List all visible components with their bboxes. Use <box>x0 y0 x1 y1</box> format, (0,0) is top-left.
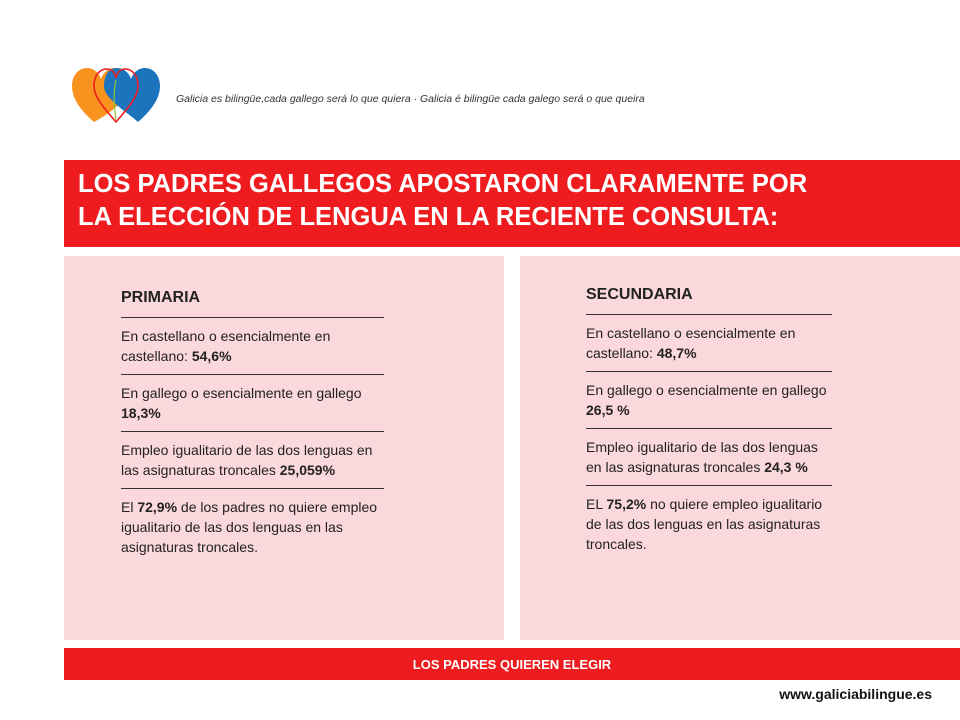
page-title <box>64 160 960 247</box>
secundaria-item: Empleo igualitario de las dos lenguas en las asignaturas troncales 24,3 % <box>586 429 832 486</box>
galicia-bilingue-logo-icon <box>70 66 162 124</box>
tagline: Galicia es bilingüe,cada gallego será lo que quiera · Galicia é bilingüe cada galego será o que queira <box>176 93 645 105</box>
secundaria-item: En castellano o esencialmente en castellano: 48,7% <box>586 315 832 372</box>
primaria-item: El 72,9% de los padres no quiere empleo igualitario de las dos lenguas en las asignaturas troncales. <box>121 499 378 555</box>
primaria-heading: PRIMARIA <box>121 289 384 318</box>
website-link[interactable]: www.galiciabilingue.es <box>779 686 932 702</box>
secundaria-item: En gallego o esencialmente en gallego 26,5 % <box>586 372 832 429</box>
primaria-item: Empleo igualitario de las dos lenguas en las asignaturas troncales 25,059% <box>121 432 384 489</box>
footer-banner <box>64 648 960 680</box>
footer-banner-text: LOS PADRES QUIEREN ELEGIR <box>412 656 612 672</box>
title-line-2: LA ELECCIÓN DE LENGUA EN LA RECIENTE CONSULTA: <box>78 203 779 231</box>
secundaria-item: EL 75,2% no quiere empleo igualitario de las dos lenguas en las asignaturas troncales. <box>586 496 823 552</box>
title-line-1: LOS PADRES GALLEGOS APOSTARON CLARAMENTE POR <box>78 170 808 198</box>
secundaria-heading: SECUNDARIA <box>586 286 832 315</box>
primaria-item: En gallego o esencialmente en gallego 18,3% <box>121 375 384 432</box>
primaria-item: En castellano o esencialmente en castellano: 54,6% <box>121 318 384 375</box>
primaria-column <box>121 289 384 565</box>
secundaria-column <box>586 286 832 562</box>
